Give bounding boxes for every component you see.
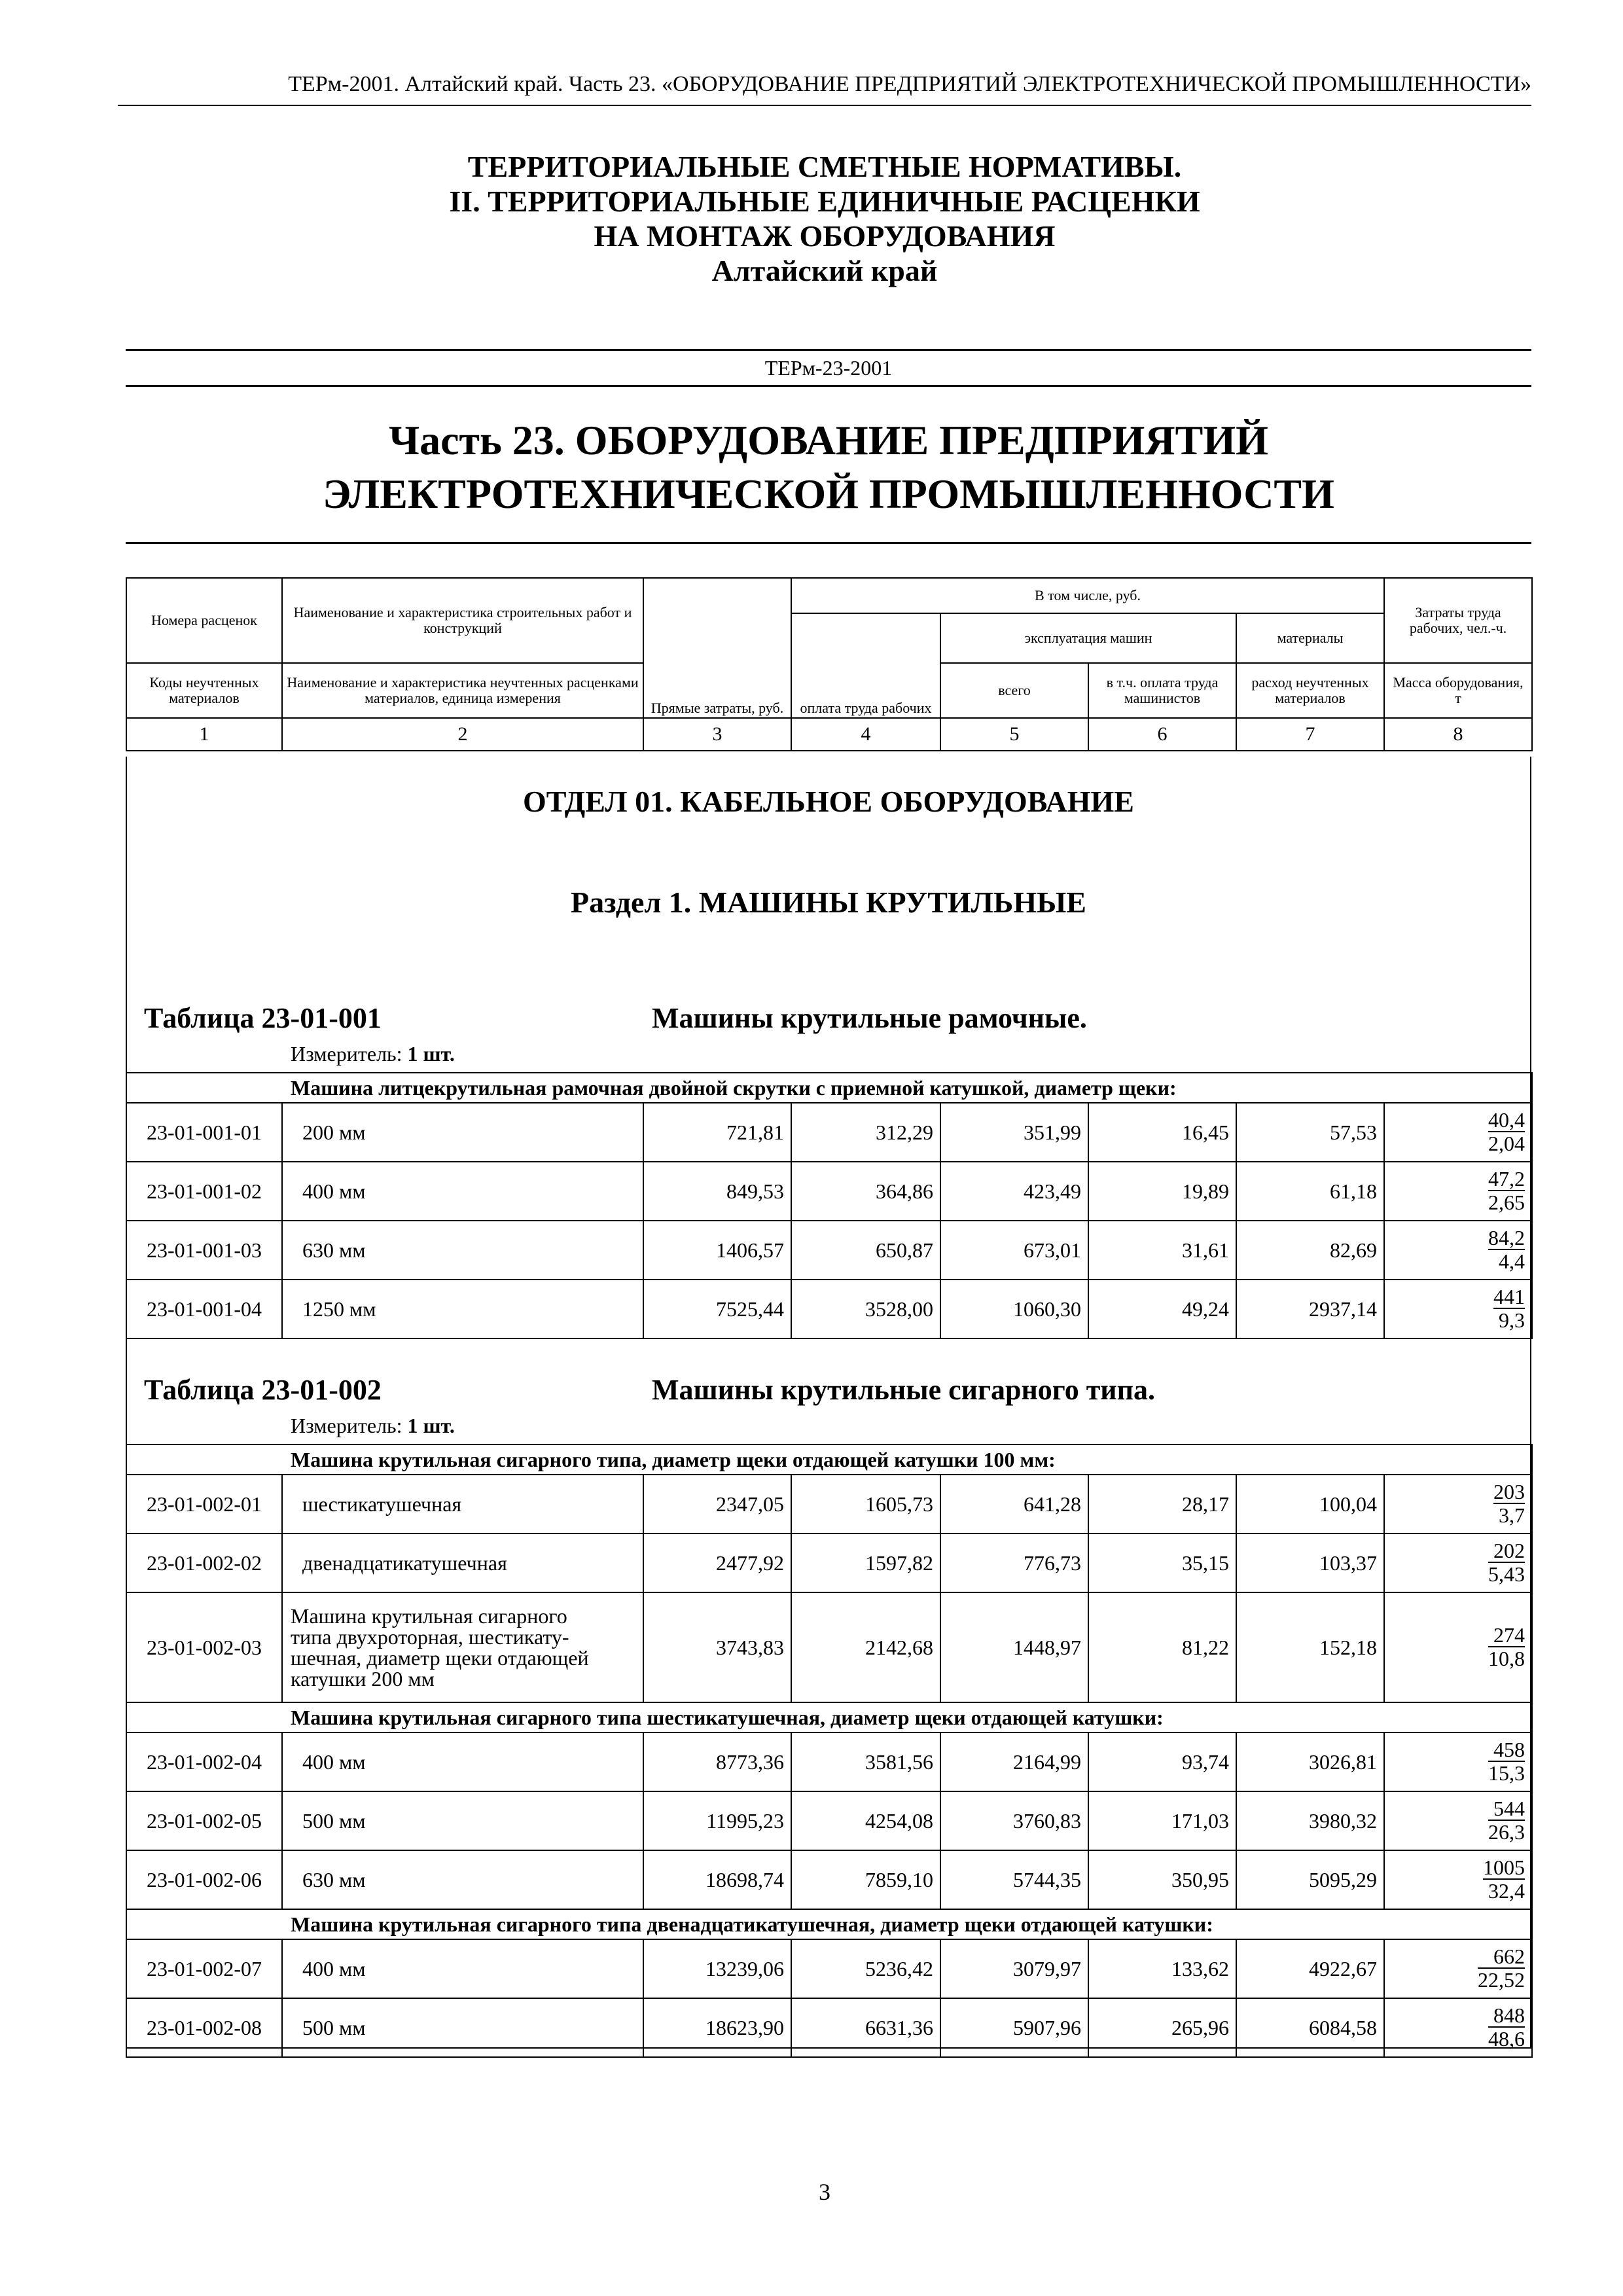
measure-value: 1 шт. xyxy=(407,1042,455,1066)
doc-code: ТЕРм-23-2001 xyxy=(764,356,893,380)
rate-code: 23-01-002-01 xyxy=(126,1475,282,1534)
materials-cost: 57,53 xyxy=(1236,1103,1384,1162)
labor-hours: 40,4 xyxy=(1488,1108,1525,1132)
labor-hours-mass xyxy=(1384,1280,1532,1338)
title-line: II. ТЕРРИТОРИАЛЬНЫЕ ЕДИНИЧНЫЕ РАСЦЕНКИ xyxy=(449,185,1200,218)
labor-hours-mass xyxy=(1384,1534,1532,1592)
group-heading: Машина литцекрутильная рамочная двойной скрутки с приемной катушкой, диаметр щеки: xyxy=(126,1073,1532,1103)
machine-cost: 1448,97 xyxy=(940,1592,1088,1702)
equipment-mass: 3,7 xyxy=(1499,1503,1525,1527)
machine-cost: 1060,30 xyxy=(940,1280,1088,1338)
column-header-table xyxy=(126,577,1533,751)
table-row xyxy=(126,1732,1532,1791)
labor-hours: 203 xyxy=(1493,1480,1525,1503)
materials-cost: 3026,81 xyxy=(1236,1732,1384,1791)
header-material-names-cell: Наименование и характеристика неучтенных расценками материалов, единица измерения xyxy=(282,663,643,718)
machine-labor-cost: 19,89 xyxy=(1088,1162,1236,1221)
rate-desc: двенадцатикатушечная xyxy=(282,1534,643,1592)
header-material-codes-cell: Коды неучтенных материалов xyxy=(126,663,282,718)
direct-cost: 721,81 xyxy=(643,1103,791,1162)
table-row xyxy=(126,1939,1532,1998)
labor-hours-mass xyxy=(1384,1850,1532,1909)
header-labor-cell: оплата труда рабочих xyxy=(791,613,940,718)
title-line: ТЕРРИТОРИАЛЬНЫЕ СМЕТНЫЕ НОРМАТИВЫ. xyxy=(467,150,1182,183)
table-row xyxy=(126,1850,1532,1909)
machine-labor-cost: 265,96 xyxy=(1088,1998,1236,2057)
machine-cost: 2164,99 xyxy=(940,1732,1088,1791)
labor-hours: 458 xyxy=(1488,1738,1525,1762)
table-row xyxy=(126,1791,1532,1850)
labor-hours-mass xyxy=(1384,1791,1532,1850)
otdel-title: ОТДЕЛ 01. КАБЕЛЬНОЕ ОБОРУДОВАНИЕ xyxy=(523,785,1134,818)
machine-cost: 776,73 xyxy=(940,1534,1088,1592)
part-title-line: Часть 23. ОБОРУДОВАНИЕ ПРЕДПРИЯТИЙ xyxy=(389,417,1268,463)
machine-cost: 3079,97 xyxy=(940,1939,1088,1998)
direct-cost: 3743,83 xyxy=(643,1592,791,1702)
rate-code: 23-01-001-04 xyxy=(126,1280,282,1338)
machine-labor-cost: 28,17 xyxy=(1088,1475,1236,1534)
rate-code: 23-01-002-03 xyxy=(126,1592,282,1702)
equipment-mass: 26,3 xyxy=(1488,1820,1525,1844)
materials-cost: 82,69 xyxy=(1236,1221,1384,1280)
rate-code: 23-01-002-04 xyxy=(126,1732,282,1791)
materials-cost: 2937,14 xyxy=(1236,1280,1384,1338)
equipment-mass: 2,04 xyxy=(1488,1132,1525,1155)
labor-hours: 848 xyxy=(1488,2004,1525,2028)
machine-cost: 673,01 xyxy=(940,1221,1088,1280)
direct-cost: 13239,06 xyxy=(643,1939,791,1998)
materials-cost: 61,18 xyxy=(1236,1162,1384,1221)
header-machines-cell: эксплуатация машин xyxy=(940,613,1236,663)
rate-code: 23-01-002-05 xyxy=(126,1791,282,1850)
equipment-mass: 4,4 xyxy=(1499,1249,1525,1273)
machine-cost: 423,49 xyxy=(940,1162,1088,1221)
labor-cost: 2142,68 xyxy=(791,1592,940,1702)
materials-cost: 100,04 xyxy=(1236,1475,1384,1534)
rate-desc: 1250 мм xyxy=(282,1280,643,1338)
table-row xyxy=(126,1103,1532,1162)
title-line: Алтайский край xyxy=(711,254,938,287)
page-number: 3 xyxy=(819,2179,830,2205)
machine-labor-cost: 350,95 xyxy=(1088,1850,1236,1909)
machine-labor-cost: 35,15 xyxy=(1088,1534,1236,1592)
measure-label: Измеритель: xyxy=(291,1042,402,1066)
direct-cost: 8773,36 xyxy=(643,1732,791,1791)
labor-cost: 1597,82 xyxy=(791,1534,940,1592)
equipment-mass: 2,65 xyxy=(1488,1191,1525,1214)
part-title-line: ЭЛЕКТРОТЕХНИЧЕСКОЙ ПРОМЫШЛЕННОСТИ xyxy=(323,471,1334,517)
rate-code: 23-01-001-03 xyxy=(126,1221,282,1280)
column-number: 7 xyxy=(1236,718,1384,751)
labor-cost: 312,29 xyxy=(791,1103,940,1162)
direct-cost: 7525,44 xyxy=(643,1280,791,1338)
rate-desc xyxy=(282,1592,643,1702)
group-heading: Машина крутильная сигарного типа, диаметр щеки отдающей катушки 100 мм: xyxy=(126,1444,1532,1475)
table1-label: Таблица 23-01-001 xyxy=(144,1002,382,1034)
group-heading: Машина крутильная сигарного типа шестикатушечная, диаметр щеки отдающей катушки: xyxy=(126,1702,1532,1732)
part-title xyxy=(126,414,1531,521)
labor-hours-mass xyxy=(1384,1732,1532,1791)
machine-cost: 3760,83 xyxy=(940,1791,1088,1850)
materials-cost: 3980,32 xyxy=(1236,1791,1384,1850)
machine-cost: 641,28 xyxy=(940,1475,1088,1534)
direct-cost: 18623,90 xyxy=(643,1998,791,2057)
desc-line: Машина крутильная сигарного xyxy=(291,1604,567,1628)
table-row xyxy=(126,1534,1532,1592)
labor-hours: 202 xyxy=(1488,1539,1525,1563)
labor-cost: 7859,10 xyxy=(791,1850,940,1909)
rate-code: 23-01-001-02 xyxy=(126,1162,282,1221)
header-material-usage-cell: расход неучтенных материалов xyxy=(1236,663,1384,718)
machine-labor-cost: 81,22 xyxy=(1088,1592,1236,1702)
machine-labor-cost: 49,24 xyxy=(1088,1280,1236,1338)
column-number: 6 xyxy=(1088,718,1236,751)
labor-cost: 364,86 xyxy=(791,1162,940,1221)
equipment-mass: 32,4 xyxy=(1488,1879,1525,1903)
direct-cost: 2477,92 xyxy=(643,1534,791,1592)
table-row xyxy=(126,1475,1532,1534)
rate-code: 23-01-002-06 xyxy=(126,1850,282,1909)
labor-hours: 662 xyxy=(1478,1945,1525,1969)
column-number: 2 xyxy=(282,718,643,751)
labor-hours-mass xyxy=(1384,1998,1532,2057)
materials-cost: 4922,67 xyxy=(1236,1939,1384,1998)
group-heading: Машина крутильная сигарного типа двенадцатикатушечная, диаметр щеки отдающей катушки: xyxy=(126,1909,1532,1939)
labor-hours-mass xyxy=(1384,1162,1532,1221)
header-mass-cell: Масса оборудования, т xyxy=(1384,663,1532,718)
measure-value: 1 шт. xyxy=(407,1414,455,1437)
code-rule-top xyxy=(126,349,1531,351)
labor-hours: 441 xyxy=(1493,1285,1525,1308)
labor-hours-mass xyxy=(1384,1221,1532,1280)
rate-desc: 200 мм xyxy=(282,1103,643,1162)
equipment-mass: 15,3 xyxy=(1488,1761,1525,1785)
running-header: ТЕРм-2001. Алтайский край. Часть 23. «ОБОРУДОВАНИЕ ПРЕДПРИЯТИЙ ЭЛЕКТРОТЕХНИЧЕСКОЙ ПРОМЫШЛЕННОСТИ» xyxy=(288,72,1531,96)
razdel-title: Раздел 1. МАШИНЫ КРУТИЛЬНЫЕ xyxy=(571,886,1086,919)
labor-hours: 544 xyxy=(1488,1797,1525,1821)
header-materials-cell: материалы xyxy=(1236,613,1384,663)
equipment-mass: 10,8 xyxy=(1488,1647,1525,1670)
table2-data xyxy=(126,1444,1533,2058)
machine-labor-cost: 133,62 xyxy=(1088,1939,1236,1998)
header-mach-total-cell: всего xyxy=(940,663,1088,718)
direct-cost: 18698,74 xyxy=(643,1850,791,1909)
direct-cost: 11995,23 xyxy=(643,1791,791,1850)
labor-hours-mass xyxy=(1384,1475,1532,1534)
labor-cost: 3528,00 xyxy=(791,1280,940,1338)
header-name-cell: Наименование и характеристика строительных работ и конструкций xyxy=(282,578,643,663)
table2-label: Таблица 23-01-002 xyxy=(144,1374,382,1406)
labor-cost: 1605,73 xyxy=(791,1475,940,1534)
header-rule xyxy=(118,105,1531,106)
direct-cost: 2347,05 xyxy=(643,1475,791,1534)
labor-hours: 274 xyxy=(1488,1624,1525,1647)
materials-cost: 103,37 xyxy=(1236,1534,1384,1592)
materials-cost: 5095,29 xyxy=(1236,1850,1384,1909)
part-rule xyxy=(126,542,1531,544)
labor-cost: 3581,56 xyxy=(791,1732,940,1791)
labor-hours-mass xyxy=(1384,1939,1532,1998)
rate-code: 23-01-001-01 xyxy=(126,1103,282,1162)
column-number: 4 xyxy=(791,718,940,751)
rate-desc: 630 мм xyxy=(282,1221,643,1280)
rate-desc: 400 мм xyxy=(282,1732,643,1791)
labor-cost: 6631,36 xyxy=(791,1998,940,2057)
direct-cost: 849,53 xyxy=(643,1162,791,1221)
labor-hours-mass xyxy=(1384,1103,1532,1162)
table1-name: Машины крутильные рамочные. xyxy=(652,1002,1087,1034)
labor-hours: 47,2 xyxy=(1488,1167,1525,1191)
equipment-mass: 5,43 xyxy=(1488,1562,1525,1586)
column-number: 8 xyxy=(1384,718,1532,751)
desc-line: шечная, диаметр щеки отдающей xyxy=(291,1646,589,1670)
materials-cost: 6084,58 xyxy=(1236,1998,1384,2057)
header-direct-cell: Прямые затраты, руб. xyxy=(643,578,791,718)
labor-cost: 650,87 xyxy=(791,1221,940,1280)
table-row xyxy=(126,1221,1532,1280)
header-code-cell: Номера расценок xyxy=(126,578,282,663)
equipment-mass: 9,3 xyxy=(1499,1308,1525,1332)
table-row xyxy=(126,1162,1532,1221)
labor-cost: 5236,42 xyxy=(791,1939,940,1998)
table-row xyxy=(126,1280,1532,1338)
table-row xyxy=(126,1998,1532,2057)
column-number: 3 xyxy=(643,718,791,751)
materials-cost: 152,18 xyxy=(1236,1592,1384,1702)
machine-labor-cost: 171,03 xyxy=(1088,1791,1236,1850)
machine-cost: 351,99 xyxy=(940,1103,1088,1162)
labor-hours: 1005 xyxy=(1483,1856,1525,1879)
rate-desc: 400 мм xyxy=(282,1939,643,1998)
rate-code: 23-01-002-02 xyxy=(126,1534,282,1592)
machine-cost: 5907,96 xyxy=(940,1998,1088,2057)
machine-labor-cost: 93,74 xyxy=(1088,1732,1236,1791)
table1-data xyxy=(126,1072,1533,1339)
rate-code: 23-01-002-07 xyxy=(126,1939,282,1998)
table1-measure xyxy=(291,1042,455,1066)
labor-cost: 4254,08 xyxy=(791,1791,940,1850)
rate-desc: 630 мм xyxy=(282,1850,643,1909)
rate-desc: шестикатушечная xyxy=(282,1475,643,1534)
title-block xyxy=(118,149,1531,288)
direct-cost: 1406,57 xyxy=(643,1221,791,1280)
desc-line: катушки 200 мм xyxy=(291,1667,435,1691)
measure-label: Измеритель: xyxy=(291,1414,402,1437)
rate-desc: 500 мм xyxy=(282,1791,643,1850)
machine-labor-cost: 16,45 xyxy=(1088,1103,1236,1162)
desc-line: типа двухроторная, шестикату- xyxy=(291,1625,569,1649)
machine-cost: 5744,35 xyxy=(940,1850,1088,1909)
header-labor-hours-cell: Затраты труда рабочих, чел.-ч. xyxy=(1384,578,1532,663)
column-number: 1 xyxy=(126,718,282,751)
header-mach-labor-cell: в т.ч. оплата труда машинистов xyxy=(1088,663,1236,718)
rate-code: 23-01-002-08 xyxy=(126,1998,282,2057)
rate-desc: 400 мм xyxy=(282,1162,643,1221)
machine-labor-cost: 31,61 xyxy=(1088,1221,1236,1280)
labor-hours: 84,2 xyxy=(1488,1226,1525,1249)
title-line: НА МОНТАЖ ОБОРУДОВАНИЯ xyxy=(594,219,1056,253)
table-row xyxy=(126,1592,1532,1702)
table2-measure xyxy=(291,1414,455,1438)
code-rule-bottom xyxy=(126,385,1531,387)
table2-name: Машины крутильные сигарного типа. xyxy=(652,1374,1156,1406)
equipment-mass: 22,52 xyxy=(1478,1968,1525,1992)
labor-hours-mass xyxy=(1384,1592,1532,1702)
equipment-mass: 48,6 xyxy=(1488,2027,1525,2051)
header-incl-cell: В том числе, руб. xyxy=(791,578,1384,613)
column-number: 5 xyxy=(940,718,1088,751)
rate-desc: 500 мм xyxy=(282,1998,643,2057)
